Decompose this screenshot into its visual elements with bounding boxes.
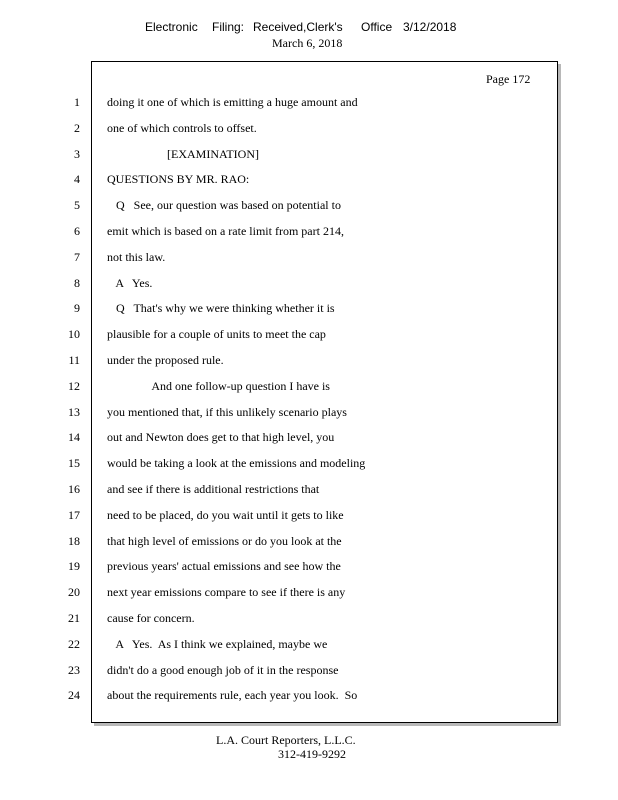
transcript-line xyxy=(0,534,618,552)
line-text: under the proposed rule. xyxy=(107,353,224,367)
transcript-line xyxy=(0,663,618,681)
transcript-line xyxy=(0,276,618,294)
stamp-filing-date: 3/12/2018 xyxy=(403,20,457,34)
transcript-line xyxy=(0,224,618,242)
line-number: 3 xyxy=(74,146,80,161)
line-text: didn't do a good enough job of it in the response xyxy=(107,662,339,677)
transcript-line xyxy=(0,611,618,629)
stamp-electronic: Electronic xyxy=(145,20,198,34)
transcript-line xyxy=(0,559,618,577)
reporter-name: L.A. Court Reporters, L.L.C. xyxy=(216,733,356,747)
stamp-filing: Filing: xyxy=(212,20,245,34)
transcript-line xyxy=(0,456,618,474)
line-number: 17 xyxy=(68,507,80,522)
line-text: next year emissions compare to see if there is any xyxy=(107,585,346,600)
transcript-line xyxy=(0,301,618,319)
line-number: 4 xyxy=(74,172,80,187)
line-number: 7 xyxy=(74,249,80,264)
line-number: 22 xyxy=(68,636,80,651)
line-text: out and Newton does get to that high level, you xyxy=(107,430,335,445)
transcript-line xyxy=(0,250,618,268)
line-text: A Yes. As I think we explained, maybe we xyxy=(107,636,328,651)
transcript-line xyxy=(0,95,618,113)
line-text: And one follow-up question I have is xyxy=(107,378,330,393)
stamp-office: Office xyxy=(361,20,393,34)
stamp-received: Received,Clerk's xyxy=(253,20,343,34)
line-number: 24 xyxy=(68,688,80,703)
line-number: 19 xyxy=(68,559,80,574)
transcript-line xyxy=(0,198,618,216)
line-number: 16 xyxy=(68,482,80,496)
line-text: plausible for a couple of units to meet the cap xyxy=(107,327,326,342)
page-number: Page 172 xyxy=(486,72,531,86)
line-text: not this law. xyxy=(107,249,166,264)
line-text: [EXAMINATION] xyxy=(107,146,259,161)
transcript-line xyxy=(0,637,618,655)
transcript-line xyxy=(0,172,618,190)
line-number: 5 xyxy=(74,198,80,213)
line-text: emit which is based on a rate limit from part 214, xyxy=(107,224,344,238)
line-text: doing it one of which is emitting a huge amount and xyxy=(107,95,358,109)
transcript-line xyxy=(0,327,618,345)
line-text: Q See, our question was based on potential to xyxy=(107,198,341,213)
line-number: 13 xyxy=(68,404,80,419)
hearing-date: March 6, 2018 xyxy=(272,36,343,50)
line-number: 21 xyxy=(68,611,80,625)
line-number: 1 xyxy=(74,95,80,109)
transcript-line xyxy=(0,405,618,423)
transcript-line xyxy=(0,147,618,165)
line-number: 12 xyxy=(68,378,80,393)
line-number: 2 xyxy=(74,120,80,135)
line-text: you mentioned that, if this unlikely scenario plays xyxy=(107,404,347,419)
transcript-line xyxy=(0,353,618,371)
line-text: cause for concern. xyxy=(107,611,195,625)
line-text: Q That's why we were thinking whether it is xyxy=(107,301,335,316)
line-number: 15 xyxy=(68,456,80,471)
line-text: one of which controls to offset. xyxy=(107,120,257,135)
line-text: and see if there is additional restrictions that xyxy=(107,482,320,496)
transcript-line xyxy=(0,121,618,139)
line-number: 6 xyxy=(74,224,80,238)
line-text: A Yes. xyxy=(107,275,153,290)
reporter-phone: 312-419-9292 xyxy=(278,747,346,761)
line-number: 23 xyxy=(68,662,80,677)
line-number: 8 xyxy=(74,275,80,290)
filing-stamp-line xyxy=(0,20,618,36)
line-number: 10 xyxy=(68,327,80,342)
transcript-line xyxy=(0,585,618,603)
line-number: 20 xyxy=(68,585,80,600)
transcript-line xyxy=(0,688,618,706)
line-text: about the requirements rule, each year you look. So xyxy=(107,688,358,703)
line-text: that high level of emissions or do you look at the xyxy=(107,533,342,548)
transcript-line xyxy=(0,482,618,500)
transcript-line xyxy=(0,508,618,526)
line-text: would be taking a look at the emissions and modeling xyxy=(107,456,366,471)
transcript-line xyxy=(0,430,618,448)
transcript-line xyxy=(0,379,618,397)
line-text: QUESTIONS BY MR. RAO: xyxy=(107,172,250,187)
line-number: 9 xyxy=(74,301,80,316)
line-number: 18 xyxy=(68,533,80,548)
line-text: previous years' actual emissions and see how the xyxy=(107,559,341,574)
line-text: need to be placed, do you wait until it gets to like xyxy=(107,507,344,522)
line-number: 11 xyxy=(68,353,80,367)
line-number: 14 xyxy=(68,430,80,445)
